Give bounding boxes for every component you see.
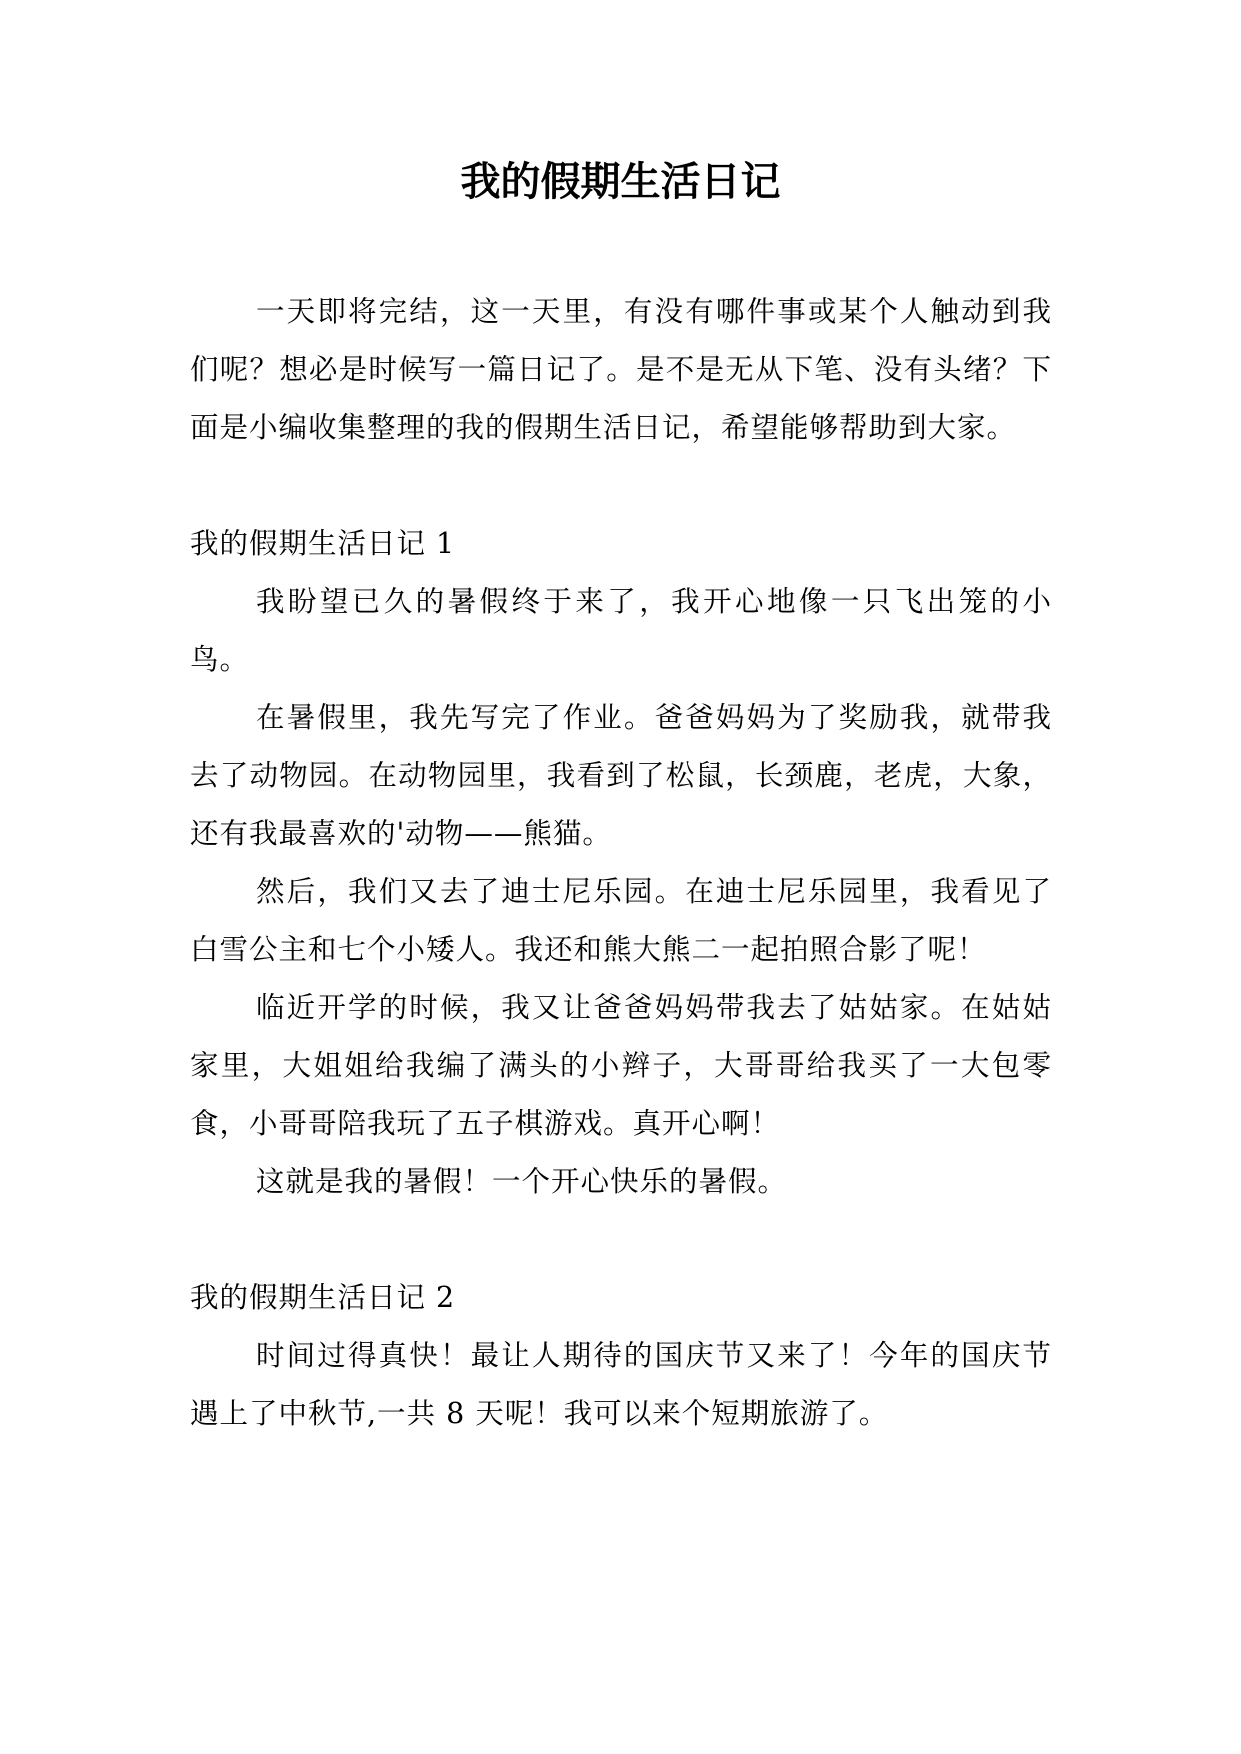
- section-spacer: [190, 1211, 1052, 1269]
- section-1-paragraph-3: 然后，我们又去了迪士尼乐园。在迪士尼乐园里，我看见了白雪公主和七个小矮人。我还和熊大熊二一起拍照合影了呢！: [190, 875, 1052, 966]
- section-1-paragraph-1: 我盼望已久的暑假终于来了，我开心地像一只飞出笼的小鸟。: [190, 585, 1052, 676]
- section-heading-2: 我的假期生活日记 2: [190, 1281, 456, 1314]
- page-title: 我的假期生活日记: [460, 159, 781, 205]
- document-body: [190, 283, 1052, 1443]
- intro-paragraph: 一天即将完结，这一天里，有没有哪件事或某个人触动到我们呢？想必是时候写一篇日记了。是不是无从下笔、没有头绪？下面是小编收集整理的我的假期生活日记，希望能够帮助到大家。: [190, 295, 1052, 444]
- section-1-paragraph-5: 这就是我的暑假！一个开心快乐的暑假。: [256, 1165, 788, 1198]
- section-1-paragraph-2: 在暑假里，我先写完了作业。爸爸妈妈为了奖励我，就带我去了动物园。在动物园里，我看到了松鼠，长颈鹿，老虎，大象，还有我最喜欢的'动物——熊猫。: [190, 701, 1052, 850]
- section-1-paragraph-4: 临近开学的时候，我又让爸爸妈妈带我去了姑姑家。在姑姑家里，大姐姐给我编了满头的小辫子，大哥哥给我买了一大包零食，小哥哥陪我玩了五子棋游戏。真开心啊！: [190, 991, 1052, 1140]
- section-heading-1: 我的假期生活日记 1: [190, 527, 456, 560]
- section-spacer: [190, 457, 1052, 515]
- section-2-paragraph-1: 时间过得真快！最让人期待的国庆节又来了！今年的国庆节遇上了中秋节,一共 8 天呢！我可以来个短期旅游了。: [190, 1339, 1052, 1430]
